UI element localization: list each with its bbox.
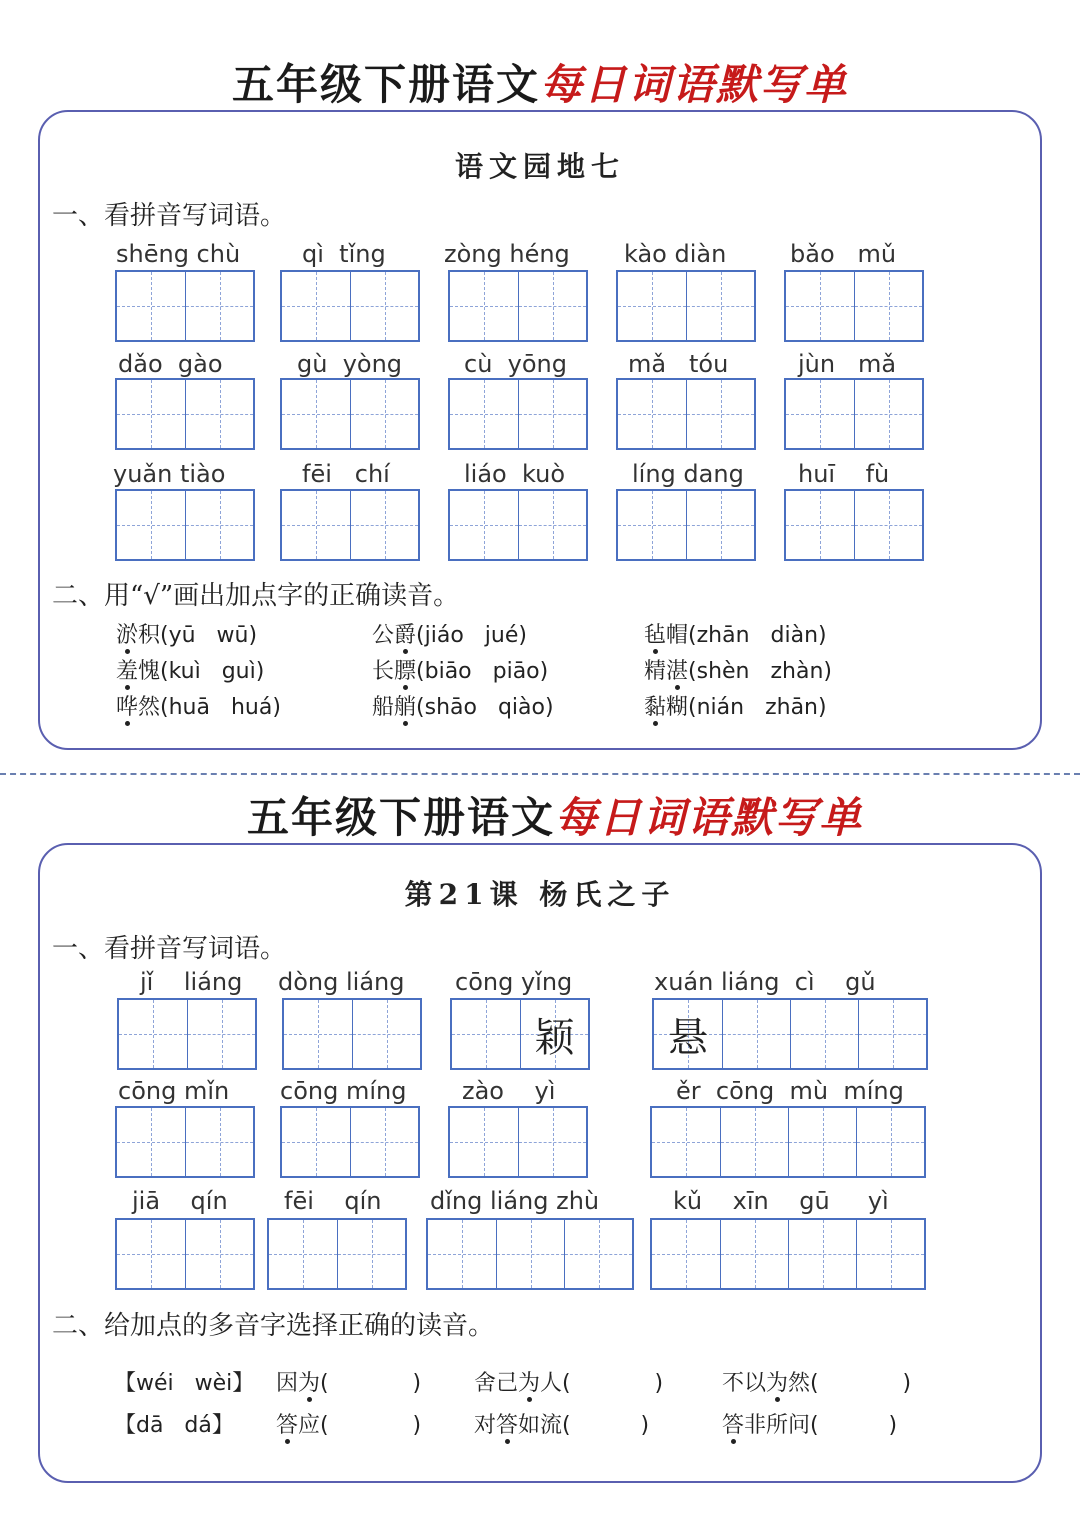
- writing-grid[interactable]: [115, 1106, 255, 1178]
- pinyin-label: fēi qín: [284, 1187, 382, 1215]
- dotted-char: 艄: [394, 695, 417, 720]
- reading-choice[interactable]: 公爵(jiáo jué): [372, 623, 527, 648]
- dotted-char: 答: [496, 1413, 519, 1438]
- writing-grid[interactable]: [115, 1218, 255, 1290]
- writing-grid[interactable]: [650, 1106, 926, 1178]
- sheet2-subtitle: 第21课 杨氏之子: [404, 878, 676, 911]
- sheet2-section1-heading: 一、看拼音写词语。: [52, 934, 287, 964]
- reading-choice[interactable]: 哗然(huā huá): [116, 695, 281, 720]
- writing-grid[interactable]: [426, 1218, 634, 1290]
- dotted-char: 膘: [394, 659, 417, 684]
- sheet1-title-main: 五年级下册语文: [231, 60, 540, 109]
- sheet1-section1-heading: 一、看拼音写词语。: [52, 201, 287, 231]
- dotted-char: 为: [518, 1371, 541, 1396]
- pronunciation-label: 【dā dá】: [114, 1413, 234, 1438]
- writing-grid[interactable]: [448, 270, 588, 342]
- pinyin-label: cù yōng: [464, 350, 567, 378]
- dotted-char: 答: [276, 1413, 299, 1438]
- writing-grid[interactable]: [280, 378, 420, 450]
- dotted-char: 爵: [394, 623, 417, 648]
- writing-grid[interactable]: 颖: [450, 998, 590, 1070]
- pinyin-label: cōng yǐng: [455, 968, 573, 996]
- writing-grid[interactable]: [448, 489, 588, 561]
- reading-choice[interactable]: 毡帽(zhān diàn): [644, 623, 827, 648]
- writing-grid[interactable]: [115, 489, 255, 561]
- pinyin-label: dòng liáng: [278, 968, 405, 996]
- pinyin-label: dǐng liáng zhù: [430, 1187, 600, 1215]
- writing-grid[interactable]: [115, 378, 255, 450]
- fill-blank-item[interactable]: 答非所问( ): [722, 1413, 898, 1438]
- dotted-char: 羞: [116, 659, 139, 684]
- writing-grid[interactable]: [267, 1218, 407, 1290]
- reading-choice[interactable]: 黏糊(nián zhān): [644, 695, 827, 720]
- pinyin-label: zào yì: [462, 1077, 556, 1105]
- writing-grid[interactable]: [448, 1106, 588, 1178]
- pinyin-label: cōng mǐn: [118, 1077, 230, 1105]
- writing-grid[interactable]: 悬: [652, 998, 928, 1070]
- pinyin-label: mǎ tóu: [628, 350, 729, 378]
- pinyin-label: fēi chí: [302, 460, 390, 488]
- fill-blank-item[interactable]: 舍己为人( ): [474, 1371, 664, 1396]
- sheet2-title-highlight: 每日词语默写单: [555, 793, 864, 842]
- writing-grid[interactable]: [280, 270, 420, 342]
- writing-grid[interactable]: [616, 489, 756, 561]
- writing-grid[interactable]: [616, 378, 756, 450]
- writing-grid[interactable]: [448, 378, 588, 450]
- cut-line-divider: [0, 773, 1080, 775]
- sheet2-title: [0, 785, 1080, 845]
- dotted-char: 哗: [116, 695, 139, 720]
- writing-grid[interactable]: [784, 270, 924, 342]
- pinyin-label: zòng héng: [444, 240, 570, 268]
- pinyin-label: xuán liáng cì gǔ: [654, 968, 876, 996]
- writing-grid[interactable]: [784, 489, 924, 561]
- writing-grid[interactable]: [280, 1106, 420, 1178]
- dotted-char: 答: [722, 1413, 745, 1438]
- sheet2-title-main: 五年级下册语文: [246, 793, 555, 842]
- writing-grid[interactable]: [282, 998, 422, 1070]
- pinyin-label: qì tǐng: [302, 240, 386, 268]
- sheet1-title-highlight: 每日词语默写单: [540, 60, 849, 109]
- fill-blank-item[interactable]: 对答如流( ): [474, 1413, 650, 1438]
- pinyin-label: huī fù: [798, 460, 890, 488]
- pinyin-label: líng dang: [632, 460, 744, 488]
- sheet1-section2-heading: 二、用“√”画出加点字的正确读音。: [52, 581, 460, 611]
- pinyin-label: jùn mǎ: [798, 350, 897, 378]
- reading-choice[interactable]: 船艄(shāo qiào): [372, 695, 554, 720]
- dotted-char: 为: [766, 1371, 789, 1396]
- pinyin-label: liáo kuò: [464, 460, 566, 488]
- writing-grid[interactable]: [117, 998, 257, 1070]
- writing-grid[interactable]: [280, 489, 420, 561]
- sheet2-section2-heading: 二、给加点的多音字选择正确的读音。: [52, 1311, 495, 1341]
- pinyin-label: jǐ liáng: [140, 968, 243, 996]
- reading-choice[interactable]: 精湛(shèn zhàn): [644, 659, 832, 684]
- pinyin-label: bǎo mǔ: [790, 240, 897, 268]
- reading-choice[interactable]: 淤积(yū wū): [116, 623, 258, 648]
- pinyin-label: gù yòng: [297, 350, 403, 378]
- pinyin-label: yuǎn tiào: [113, 460, 226, 488]
- dotted-char: 黏: [644, 695, 667, 720]
- pinyin-label: dǎo gào: [118, 350, 223, 378]
- pinyin-label: jiā qín: [132, 1187, 228, 1215]
- pronunciation-label: 【wéi wèi】: [114, 1371, 255, 1396]
- reading-choice[interactable]: 长膘(biāo piāo): [372, 659, 549, 684]
- writing-grid[interactable]: [784, 378, 924, 450]
- fill-blank-item[interactable]: 答应( ): [276, 1413, 422, 1438]
- dotted-char: 为: [298, 1371, 321, 1396]
- pinyin-label: ěr cōng mù míng: [676, 1077, 904, 1105]
- dotted-char: 淤: [116, 623, 139, 648]
- fill-blank-item[interactable]: 不以为然( ): [722, 1371, 912, 1396]
- writing-grid[interactable]: [115, 270, 255, 342]
- pinyin-label: kǔ xīn gū yì: [673, 1187, 889, 1215]
- pinyin-label: kào diàn: [624, 240, 727, 268]
- sheet1-title: [0, 52, 1080, 112]
- reading-choice[interactable]: 羞愧(kuì guì): [116, 659, 265, 684]
- pinyin-label: cōng míng: [280, 1077, 407, 1105]
- sheet1-subtitle: 语文园地七: [454, 150, 625, 183]
- pinyin-label: shēng chù: [116, 240, 241, 268]
- fill-blank-item[interactable]: 因为( ): [276, 1371, 422, 1396]
- writing-grid[interactable]: [616, 270, 756, 342]
- dotted-char: 湛: [666, 659, 689, 684]
- writing-grid[interactable]: [650, 1218, 926, 1290]
- dotted-char: 毡: [644, 623, 667, 648]
